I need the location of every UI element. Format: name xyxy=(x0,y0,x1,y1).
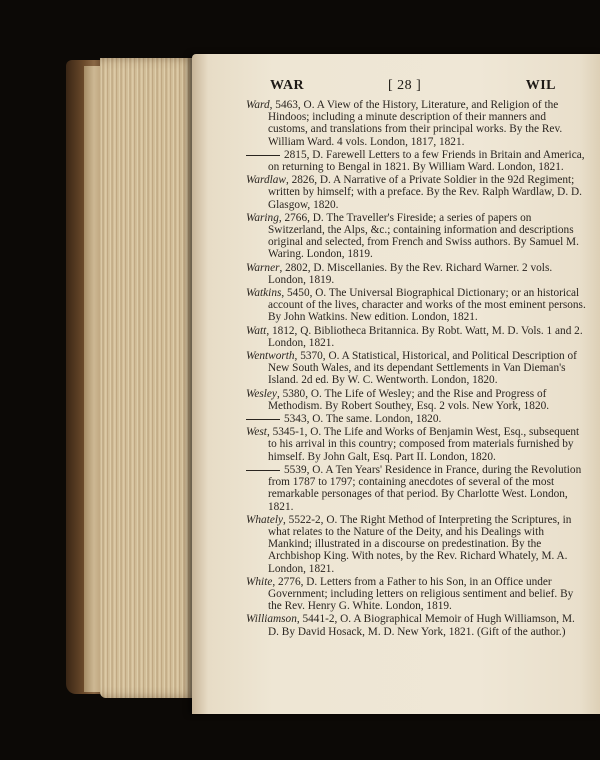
entry-text: , 5450, O. The Universal Biographical Dictionary; or an historical account of the lives, character and works of the most eminent persons. By John Watkins. New edition. London, 1821. xyxy=(268,287,586,324)
header-left-word: WAR xyxy=(270,78,305,93)
entry-author: Waring xyxy=(246,211,279,224)
entry-text: , 5522-2, O. The Right Method of Interpreting the Scriptures, in what relates to the Nature of the Deity, and his Dealings with Mankind; illustrated in a discourse on predestination. By the Archbishop King. With notes, by the Rev. Richard Whately, M. A. London, 1821. xyxy=(268,513,572,575)
entry-text: , 2802, D. Miscellanies. By the Rev. Richard Warner. 2 vols. London, 1819. xyxy=(268,261,553,286)
entry-text: 5539, O. A Ten Years' Residence in France, during the Revolution from 1787 to 1797; containing anecdotes of several of the most remarkable personages of that period. By Charlotte West. London, 1821. xyxy=(268,463,582,513)
catalog-entry xyxy=(246,514,586,575)
entry-author: White xyxy=(246,575,273,588)
catalog-entry xyxy=(246,413,586,425)
catalog-entry xyxy=(246,325,586,349)
ditto-dash xyxy=(246,419,280,420)
catalog-entry xyxy=(246,464,586,513)
catalog-entry xyxy=(246,613,586,637)
entry-text: , 2826, D. A Narrative of a Private Soldier in the 92d Regiment; written by himself; with a preface. By the Rev. Ralph Wardlaw, D. D. Glasgow, 1820. xyxy=(268,174,582,211)
catalog-entry xyxy=(246,388,586,412)
entry-text: , 1812, Q. Bibliotheca Britannica. By Robt. Watt, M. D. Vols. 1 and 2. London, 1821. xyxy=(266,324,583,349)
header-right-word: WIL xyxy=(525,78,556,93)
entry-text: , 2766, D. The Traveller's Fireside; a series of papers on Switzerland, the Alps, &c.; containing information and descriptions original and selected, from French and Swiss authors. By Samuel M. Waring. London, 1819. xyxy=(268,211,579,261)
entry-text: 2815, D. Farewell Letters to a few Friends in Britain and America, on returning to Bengal in 1821. By William Ward. London, 1821. xyxy=(268,148,585,174)
entry-text: , 5441-2, O. A Biographical Memoir of Hugh Williamson, M. D. By David Hosack, M. D. New York, 1821. (Gift of the author.) xyxy=(268,613,575,638)
catalog-entry xyxy=(246,99,586,148)
entry-author: Watt xyxy=(246,324,267,337)
catalog-entry xyxy=(246,287,586,324)
entry-author: Watkins xyxy=(246,287,282,300)
entry-author: Wardlaw xyxy=(246,174,286,187)
entry-author: Whately xyxy=(246,513,284,526)
entry-author: Wesley xyxy=(246,387,277,400)
entry-author: Williamson xyxy=(246,613,297,626)
entry-text: , 5345-1, O. The Life and Works of Benjamin West, Esq., subsequent to his arrival in this country; composed from materials furnished by himself. By John Galt, Esq. Part II. London, 1820. xyxy=(266,426,580,463)
catalog-entry xyxy=(246,212,586,261)
catalog-entry xyxy=(246,262,586,286)
catalog-entry xyxy=(246,174,586,211)
catalog-entries xyxy=(246,99,586,639)
catalog-entry xyxy=(246,426,586,463)
entry-author: Ward xyxy=(246,99,270,111)
running-header xyxy=(270,78,588,98)
catalog-entry xyxy=(246,350,586,387)
ditto-dash xyxy=(246,155,280,156)
entry-author: Wentworth xyxy=(246,350,295,363)
entry-author: West xyxy=(246,426,267,439)
catalog-entry xyxy=(246,576,586,613)
entry-text: , 5370, O. A Statistical, Historical, and Political Description of New South Wales, and its dependant Settlements in Van Dieman's Island. 2d ed. By W. C. Wentworth. London, 1820. xyxy=(268,350,577,387)
catalog-entry xyxy=(246,149,586,173)
entry-text: 5343, O. The same. London, 1820. xyxy=(284,413,442,426)
entry-author: Warner xyxy=(246,261,280,274)
ditto-dash xyxy=(246,470,280,471)
page-number: [ 28 ] xyxy=(388,78,422,93)
entry-text: , 5380, O. The Life of Wesley; and the Rise and Progress of Methodism. By Robert Southey, Esq. 2 vols. New York, 1820. xyxy=(268,387,550,412)
entry-text: , 5463, O. A View of the History, Literature, and Religion of the Hindoos; including a minute description of their manners and customs, and translations from their principal works. By the Rev. William Ward. 4 vols. London, 1817, 1821. xyxy=(268,99,563,148)
entry-text: , 2776, D. Letters from a Father to his Son, in an Office under Government; including letters on religious sentiment and belief. By the Rev. Henry G. White. London, 1819. xyxy=(268,575,574,613)
page-edges xyxy=(100,58,196,698)
